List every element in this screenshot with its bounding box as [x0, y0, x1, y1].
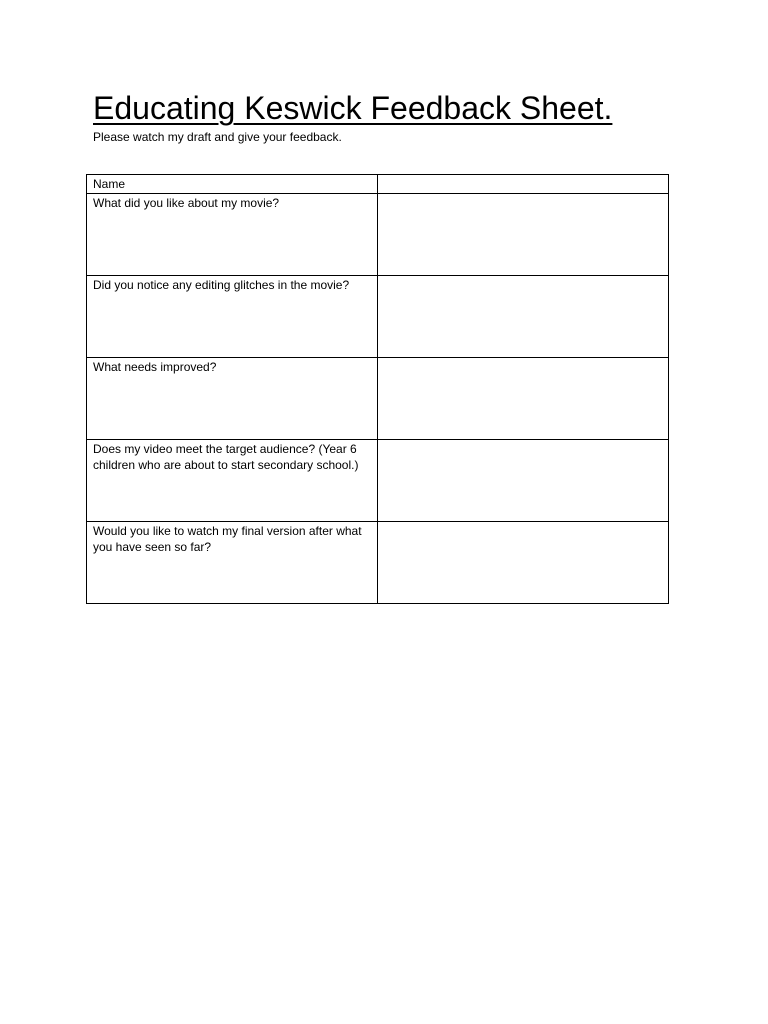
feedback-table — [86, 174, 669, 604]
question-cell: What did you like about my movie? — [87, 193, 378, 275]
question-cell: Name — [87, 175, 378, 194]
table-row-name — [87, 175, 669, 194]
question-cell: What needs improved? — [87, 357, 378, 439]
question-cell: Does my video meet the target audience? (Year 6 children who are about to start secondary school.) — [87, 439, 378, 521]
question-cell: Did you notice any editing glitches in the movie? — [87, 275, 378, 357]
table-row-liked — [87, 193, 669, 275]
page-title: Educating Keswick Feedback Sheet. — [93, 90, 613, 126]
table-row-glitches — [87, 275, 669, 357]
answer-cell[interactable] — [378, 357, 669, 439]
answer-cell[interactable] — [378, 439, 669, 521]
answer-cell[interactable] — [378, 275, 669, 357]
answer-cell[interactable] — [378, 521, 669, 603]
question-cell: Would you like to watch my final version after what you have seen so far? — [87, 521, 378, 603]
answer-cell[interactable] — [378, 193, 669, 275]
table-row-final-version — [87, 521, 669, 603]
table-row-audience — [87, 439, 669, 521]
table-row-improvements — [87, 357, 669, 439]
answer-cell[interactable] — [378, 175, 669, 194]
instructions-text: Please watch my draft and give your feedback. — [93, 130, 342, 144]
